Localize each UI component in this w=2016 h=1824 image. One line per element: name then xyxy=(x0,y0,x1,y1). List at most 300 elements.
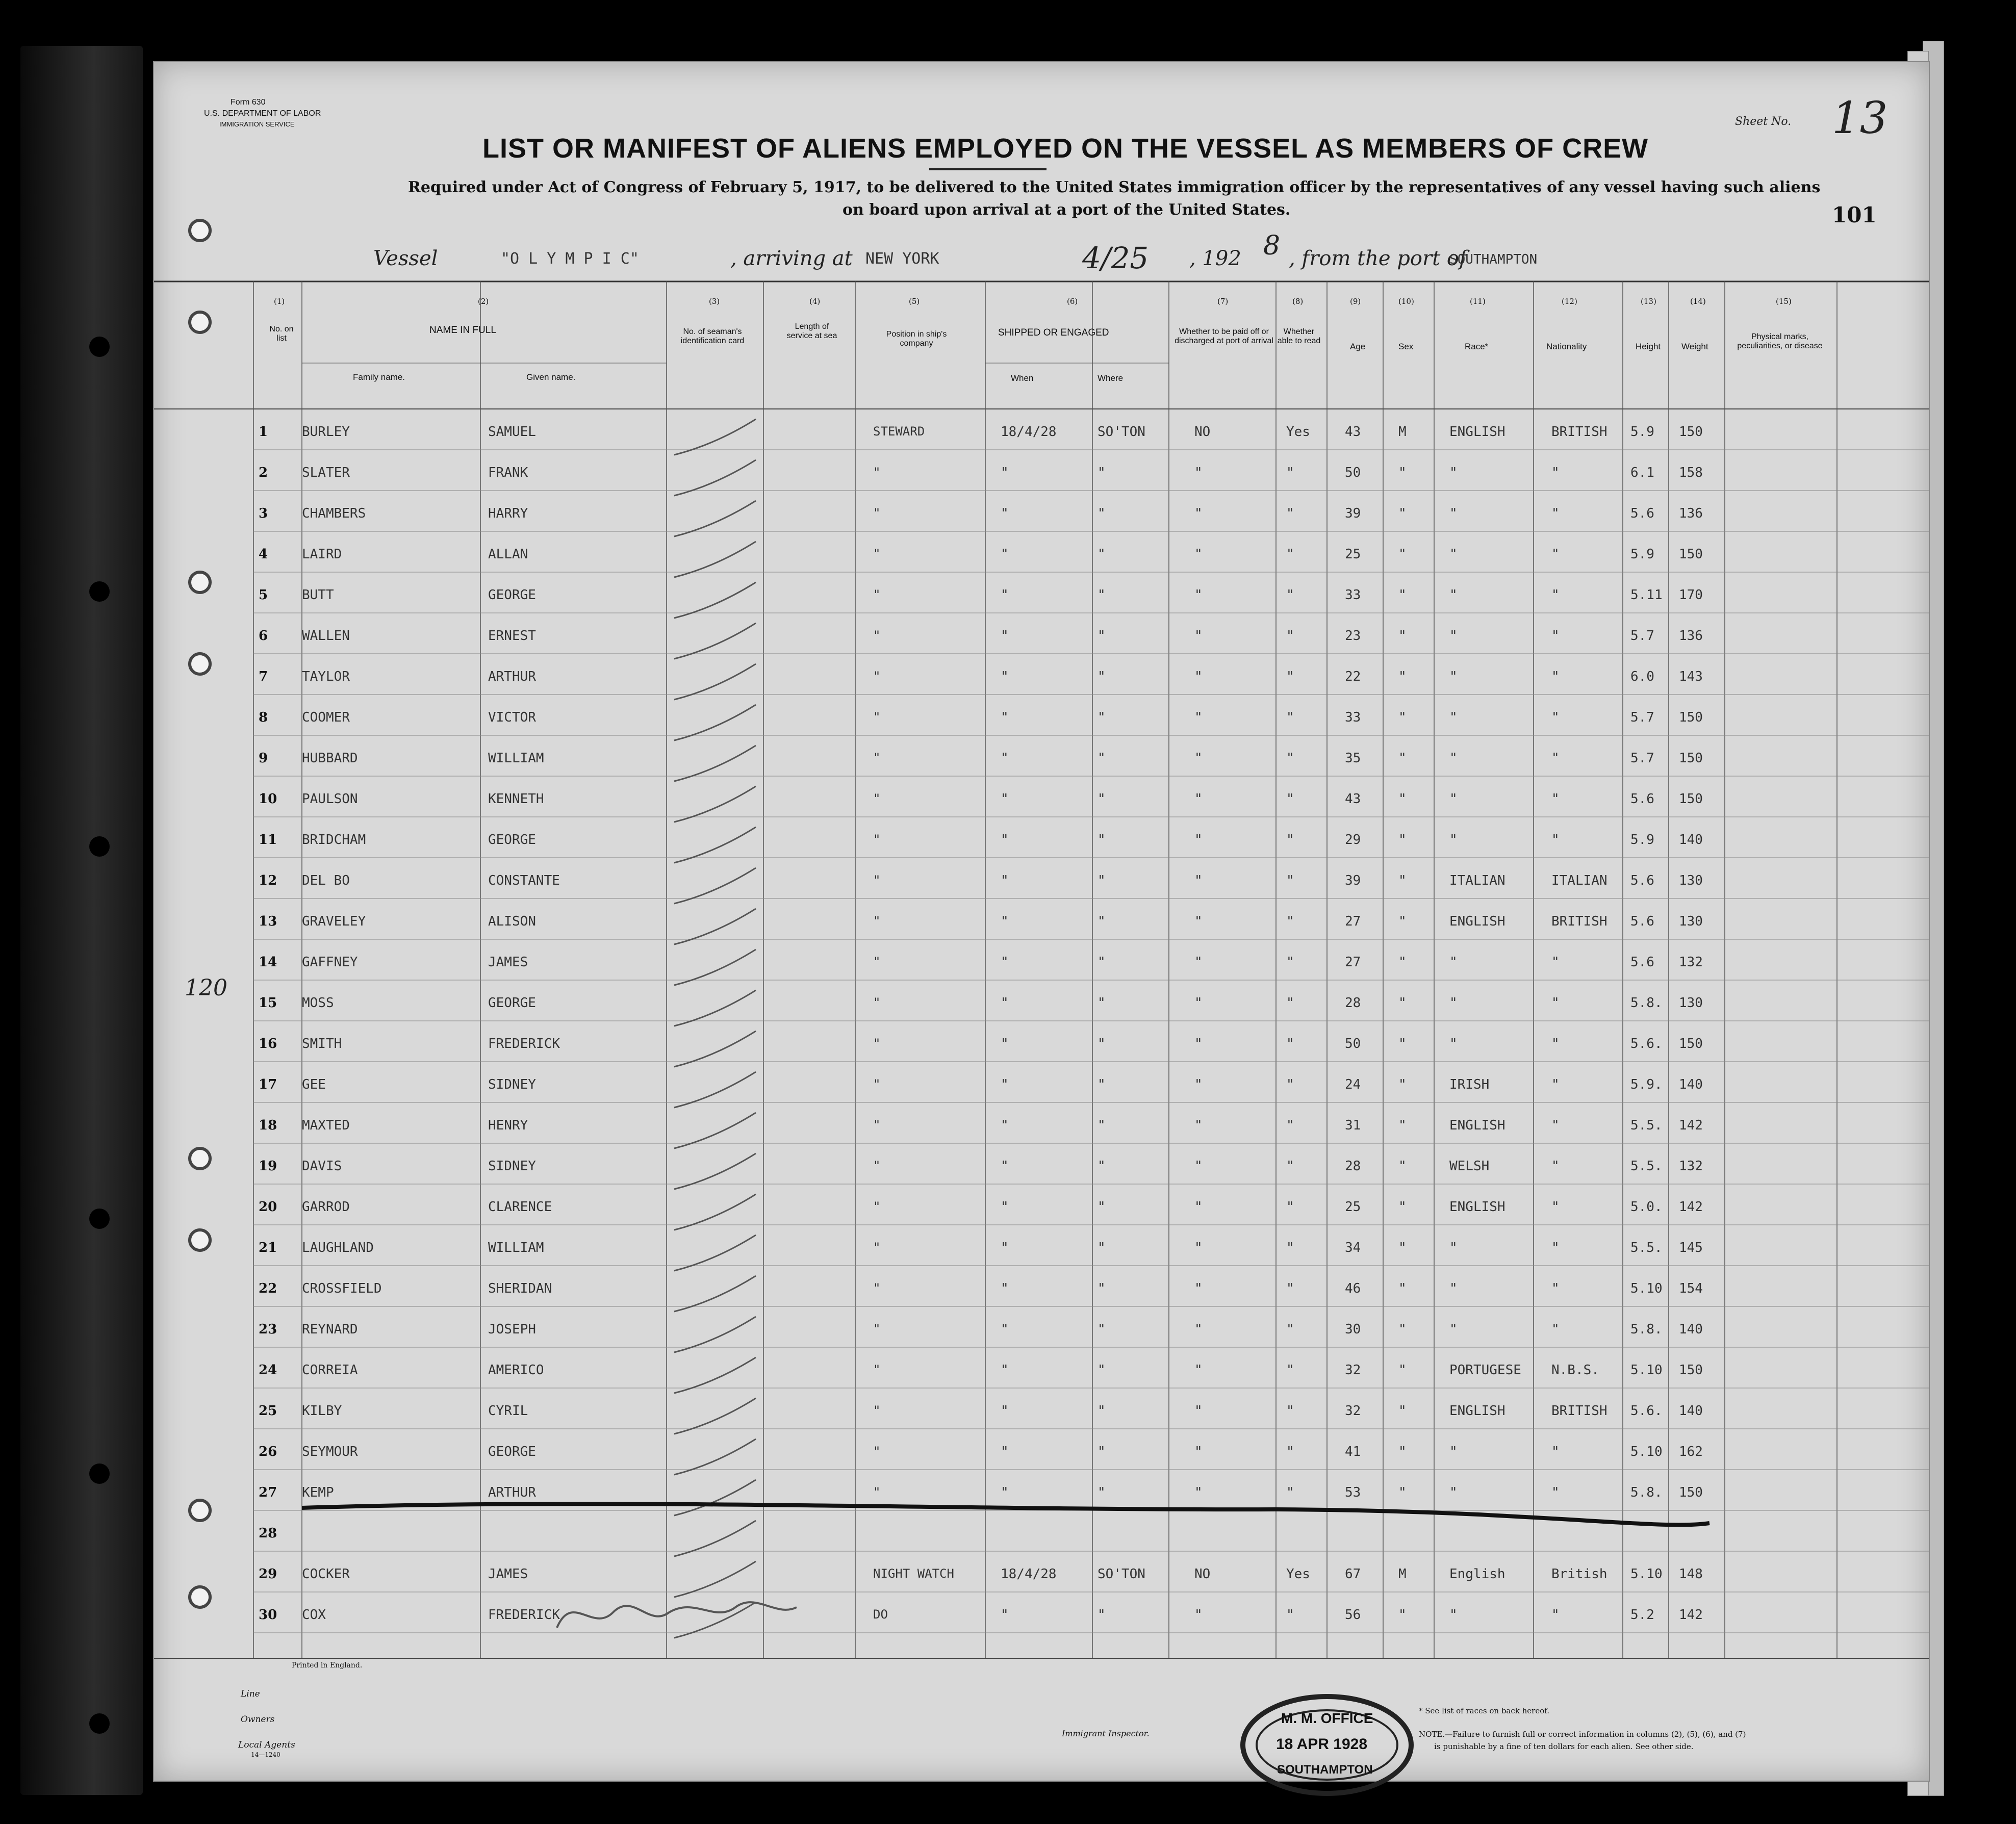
col-11-number: (11) xyxy=(1470,297,1486,306)
able-to-read: " xyxy=(1286,1036,1294,1051)
service: IMMIGRATION SERVICE xyxy=(219,120,295,128)
arriving-port: NEW YORK xyxy=(865,250,939,268)
shipped-when: " xyxy=(1001,710,1009,725)
position: " xyxy=(873,832,881,846)
weight: 170 xyxy=(1679,587,1703,603)
col-2-number: (2) xyxy=(478,297,489,306)
sex: " xyxy=(1398,587,1407,603)
shipped-where: " xyxy=(1098,1444,1106,1459)
col-5-number: (5) xyxy=(909,297,920,306)
given-name: VICTOR xyxy=(488,710,536,725)
height: 5.8. xyxy=(1630,995,1663,1011)
family-name: CROSSFIELD xyxy=(302,1281,382,1296)
binder-hole xyxy=(89,337,110,357)
weight: 130 xyxy=(1679,914,1703,929)
binder-hole xyxy=(89,1463,110,1484)
paid-off: " xyxy=(1194,1199,1203,1215)
family-name: GEE xyxy=(302,1077,326,1092)
given-name: CLARENCE xyxy=(488,1199,552,1215)
shipped-where: " xyxy=(1098,1322,1106,1337)
weight: 130 xyxy=(1679,873,1703,888)
shipped-when: " xyxy=(1001,1281,1009,1296)
shipped-where: " xyxy=(1098,628,1106,644)
col-6-number: (6) xyxy=(1067,297,1078,306)
age: 50 xyxy=(1345,465,1361,480)
punch-hole xyxy=(190,220,210,241)
sex: " xyxy=(1398,751,1407,766)
nationality: " xyxy=(1551,1485,1560,1500)
sex: " xyxy=(1398,1485,1407,1500)
weight: 140 xyxy=(1679,1322,1703,1337)
binder-hole xyxy=(89,836,110,857)
col-6-when: When xyxy=(1011,373,1034,383)
position: " xyxy=(873,1403,881,1418)
given-name: GEORGE xyxy=(488,587,536,603)
shipped-where: " xyxy=(1098,1607,1106,1623)
given-name: KENNETH xyxy=(488,791,544,807)
age: 53 xyxy=(1345,1485,1361,1500)
able-to-read: " xyxy=(1286,873,1294,888)
row-number: 13 xyxy=(259,914,277,929)
shipped-when: " xyxy=(1001,1199,1009,1215)
age: 35 xyxy=(1345,751,1361,766)
nationality: " xyxy=(1551,1322,1560,1337)
shipped-where: " xyxy=(1098,1077,1106,1092)
signature-scribble xyxy=(557,1602,797,1628)
col-3-number: (3) xyxy=(709,297,720,306)
paid-off: " xyxy=(1194,1159,1203,1174)
nationality: " xyxy=(1551,791,1560,807)
able-to-read: " xyxy=(1286,587,1294,603)
sex: " xyxy=(1398,873,1407,888)
col-7-number: (7) xyxy=(1217,297,1229,306)
sex: " xyxy=(1398,465,1407,480)
sex: " xyxy=(1398,506,1407,521)
sex: " xyxy=(1398,1281,1407,1296)
given-name: JAMES xyxy=(488,955,528,970)
shipped-when: " xyxy=(1001,1403,1009,1419)
able-to-read: " xyxy=(1286,1159,1294,1174)
able-to-read: " xyxy=(1286,914,1294,929)
sex: M xyxy=(1398,424,1407,440)
row-number: 12 xyxy=(259,873,277,888)
given-name: AMERICO xyxy=(488,1363,544,1378)
from-port: SOUTHAMPTON xyxy=(1449,252,1538,267)
able-to-read: " xyxy=(1286,465,1294,480)
shipped-when: " xyxy=(1001,1077,1009,1092)
weight: 130 xyxy=(1679,995,1703,1011)
shipped-where: " xyxy=(1098,955,1106,970)
col-1-label: No. on list xyxy=(269,325,294,343)
col-13-label: Height xyxy=(1636,342,1661,351)
shipped-where: " xyxy=(1098,1118,1106,1133)
race: " xyxy=(1449,1036,1458,1051)
nationality: " xyxy=(1551,955,1560,970)
punch-hole xyxy=(190,1500,210,1521)
nationality: British xyxy=(1551,1566,1607,1582)
shipped-where: SO'TON xyxy=(1098,1566,1145,1582)
year-digit: 8 xyxy=(1263,230,1281,261)
nationality: " xyxy=(1551,506,1560,521)
agents-code: 14—1240 xyxy=(251,1751,280,1758)
weight: 150 xyxy=(1679,547,1703,562)
able-to-read: " xyxy=(1286,1403,1294,1419)
sex: " xyxy=(1398,628,1407,644)
height: 5.6. xyxy=(1630,1036,1663,1051)
races-note: * See list of races on back hereof. xyxy=(1419,1706,1550,1715)
age: 39 xyxy=(1345,506,1361,521)
given-name: SHERIDAN xyxy=(488,1281,552,1296)
weight: 158 xyxy=(1679,465,1703,480)
age: 33 xyxy=(1345,587,1361,603)
position: NIGHT WATCH xyxy=(873,1566,954,1581)
family-name: COCKER xyxy=(302,1566,350,1582)
family-name: WALLEN xyxy=(302,628,350,644)
age: 34 xyxy=(1345,1240,1361,1255)
race: " xyxy=(1449,1485,1458,1500)
nationality: " xyxy=(1551,1159,1560,1174)
paid-off: NO xyxy=(1194,424,1211,440)
age: 67 xyxy=(1345,1566,1361,1582)
given-name: GEORGE xyxy=(488,995,536,1011)
sheet-label: Sheet No. xyxy=(1735,115,1792,128)
position: " xyxy=(873,1240,881,1254)
weight: 136 xyxy=(1679,628,1703,644)
position: " xyxy=(873,791,881,806)
family-name: COX xyxy=(302,1607,326,1623)
col-10-label: Sex xyxy=(1398,342,1414,351)
race: " xyxy=(1449,547,1458,562)
sex: " xyxy=(1398,1322,1407,1337)
family-name: TAYLOR xyxy=(302,669,350,684)
paid-off: " xyxy=(1194,1281,1203,1296)
weight: 150 xyxy=(1679,424,1703,440)
age: 28 xyxy=(1345,1159,1361,1174)
paid-off: " xyxy=(1194,1240,1203,1255)
shipped-where: " xyxy=(1098,1363,1106,1378)
age: 31 xyxy=(1345,1118,1361,1133)
shipped-when: " xyxy=(1001,587,1009,603)
nationality: " xyxy=(1551,587,1560,603)
paid-off: " xyxy=(1194,1118,1203,1133)
col-6-where: Where xyxy=(1098,373,1124,383)
nationality: " xyxy=(1551,547,1560,562)
height: 5.7 xyxy=(1630,710,1654,725)
age: 32 xyxy=(1345,1403,1361,1419)
given-name: GEORGE xyxy=(488,1444,536,1459)
shipped-when: " xyxy=(1001,914,1009,929)
paid-off: " xyxy=(1194,995,1203,1011)
shipped-when: " xyxy=(1001,628,1009,644)
position: " xyxy=(873,751,881,765)
sex: " xyxy=(1398,1077,1407,1092)
stamp-bottom-text: SOUTHAMPTON xyxy=(1277,1763,1373,1777)
race: PORTUGESE xyxy=(1449,1363,1521,1378)
paid-off: " xyxy=(1194,955,1203,970)
height: 5.5. xyxy=(1630,1240,1663,1255)
row-number: 14 xyxy=(259,955,277,970)
shipped-when: " xyxy=(1001,955,1009,970)
able-to-read: " xyxy=(1286,1118,1294,1133)
position: " xyxy=(873,628,881,643)
age: 24 xyxy=(1345,1077,1361,1092)
row-number: 28 xyxy=(259,1526,277,1541)
row-number: 27 xyxy=(259,1485,277,1500)
sex: " xyxy=(1398,1240,1407,1255)
row-number: 1 xyxy=(259,424,268,440)
subtitle-line-2: on board upon arrival at a port of the United States. xyxy=(843,201,1291,219)
position: " xyxy=(873,1444,881,1458)
paid-off: " xyxy=(1194,465,1203,480)
col-10-number: (10) xyxy=(1398,297,1414,306)
race: " xyxy=(1449,506,1458,521)
paid-off: " xyxy=(1194,710,1203,725)
shipped-where: " xyxy=(1098,832,1106,847)
nationality: " xyxy=(1551,1199,1560,1215)
row-number: 7 xyxy=(259,669,268,684)
paid-off: " xyxy=(1194,832,1203,847)
col-4-number: (4) xyxy=(809,297,821,306)
weight: 142 xyxy=(1679,1118,1703,1133)
age: 50 xyxy=(1345,1036,1361,1051)
race: " xyxy=(1449,1322,1458,1337)
height: 5.11 xyxy=(1630,587,1663,603)
col-9-label: Age xyxy=(1350,342,1366,351)
col-14-number: (14) xyxy=(1690,297,1706,306)
race: ENGLISH xyxy=(1449,424,1505,440)
age: 27 xyxy=(1345,955,1361,970)
col-4-label: Length of service at sea xyxy=(786,322,837,340)
col-3-label: No. of seaman's identification card xyxy=(680,327,745,345)
able-to-read: " xyxy=(1286,628,1294,644)
col-13-number: (13) xyxy=(1641,297,1656,306)
position: " xyxy=(873,914,881,928)
punch-hole xyxy=(190,1587,210,1607)
position: " xyxy=(873,547,881,561)
sex: " xyxy=(1398,1199,1407,1215)
family-name: SEYMOUR xyxy=(302,1444,358,1459)
height: 6.0 xyxy=(1630,669,1654,684)
line-label: Line xyxy=(241,1689,260,1699)
family-name: SMITH xyxy=(302,1036,342,1051)
position: STEWARD xyxy=(873,424,925,439)
age: 30 xyxy=(1345,1322,1361,1337)
height: 5.10 xyxy=(1630,1281,1663,1296)
given-name: CYRIL xyxy=(488,1403,528,1419)
family-name: BRIDCHAM xyxy=(302,832,366,847)
row-number: 5 xyxy=(259,587,268,603)
row-number: 8 xyxy=(259,710,268,725)
race: " xyxy=(1449,710,1458,725)
family-name: DEL BO xyxy=(302,873,350,888)
nationality: " xyxy=(1551,1118,1560,1133)
weight: 136 xyxy=(1679,506,1703,521)
shipped-where: " xyxy=(1098,547,1106,562)
col-2-family: Family name. xyxy=(353,372,405,382)
paid-off: " xyxy=(1194,1403,1203,1419)
weight: 140 xyxy=(1679,832,1703,847)
race: " xyxy=(1449,1281,1458,1296)
binder-hole xyxy=(89,1209,110,1229)
given-name: FREDERICK xyxy=(488,1036,560,1051)
weight: 132 xyxy=(1679,1159,1703,1174)
height: 5.6 xyxy=(1630,506,1654,521)
weight: 148 xyxy=(1679,1566,1703,1582)
height: 5.8. xyxy=(1630,1485,1663,1500)
sex: " xyxy=(1398,1607,1407,1623)
paid-off: " xyxy=(1194,628,1203,644)
family-name: GRAVELEY xyxy=(302,914,366,929)
paid-off: " xyxy=(1194,1036,1203,1051)
shipped-when: " xyxy=(1001,1159,1009,1174)
age: 41 xyxy=(1345,1444,1361,1459)
row-number: 21 xyxy=(259,1240,277,1255)
row-number: 17 xyxy=(259,1077,277,1092)
shipped-when: " xyxy=(1001,1444,1009,1459)
age: 29 xyxy=(1345,832,1361,847)
shipped-where: " xyxy=(1098,465,1106,480)
col-1-number: (1) xyxy=(274,297,285,306)
age: 22 xyxy=(1345,669,1361,684)
nationality: BRITISH xyxy=(1551,424,1607,440)
col-5-label: Position in ship's company xyxy=(886,330,947,348)
row-number: 6 xyxy=(259,628,268,644)
able-to-read: Yes xyxy=(1286,1566,1310,1582)
height: 5.5. xyxy=(1630,1159,1663,1174)
family-name: KEMP xyxy=(302,1485,334,1500)
position: " xyxy=(873,710,881,724)
year-label: , 192 xyxy=(1189,247,1241,270)
punch-hole xyxy=(190,654,210,674)
race: English xyxy=(1449,1566,1505,1582)
manifest-title: LIST OR MANIFEST OF ALIENS EMPLOYED ON THE VESSEL AS MEMBERS OF CREW xyxy=(482,133,1649,164)
weight: 140 xyxy=(1679,1077,1703,1092)
paid-off: NO xyxy=(1194,1566,1211,1582)
age: 39 xyxy=(1345,873,1361,888)
race: " xyxy=(1449,628,1458,644)
family-name: GARROD xyxy=(302,1199,350,1215)
given-name: SAMUEL xyxy=(488,424,536,440)
given-name: ALISON xyxy=(488,914,536,929)
arriving-label: , arriving at xyxy=(730,247,853,270)
sheet-number: 13 xyxy=(1832,93,1888,144)
sex: " xyxy=(1398,1403,1407,1419)
row-number: 19 xyxy=(259,1159,277,1174)
nationality: " xyxy=(1551,995,1560,1011)
binder-hole xyxy=(89,1713,110,1734)
row-number: 9 xyxy=(259,751,268,766)
margin-note: 120 xyxy=(185,975,227,1001)
nationality: " xyxy=(1551,628,1560,644)
height: 5.6 xyxy=(1630,873,1654,888)
paid-off: " xyxy=(1194,669,1203,684)
given-name: WILLIAM xyxy=(488,751,544,766)
shipped-where: " xyxy=(1098,914,1106,929)
punch-hole xyxy=(190,572,210,593)
age: 23 xyxy=(1345,628,1361,644)
position: " xyxy=(873,506,881,520)
family-name: PAULSON xyxy=(302,791,358,807)
given-name: ALLAN xyxy=(488,547,528,562)
row-number: 25 xyxy=(259,1403,277,1419)
shipped-when: " xyxy=(1001,1240,1009,1255)
form-number: Form 630 xyxy=(231,98,266,107)
shipped-when: " xyxy=(1001,791,1009,807)
given-name: HARRY xyxy=(488,506,528,521)
height: 5.9 xyxy=(1630,547,1654,562)
height: 5.9 xyxy=(1630,424,1654,440)
given-name: JAMES xyxy=(488,1566,528,1582)
col-7-label: Whether to be paid off or discharged at port of arrival xyxy=(1175,327,1273,345)
nationality: " xyxy=(1551,1077,1560,1092)
row-number: 23 xyxy=(259,1322,277,1337)
family-name: SLATER xyxy=(302,465,350,480)
sex: " xyxy=(1398,832,1407,847)
row-number: 4 xyxy=(259,547,268,562)
punch-hole xyxy=(190,1148,210,1169)
paid-off: " xyxy=(1194,1607,1203,1623)
age: 43 xyxy=(1345,424,1361,440)
col-12-label: Nationality xyxy=(1546,342,1587,351)
sex: " xyxy=(1398,1118,1407,1133)
shipped-where: " xyxy=(1098,873,1106,888)
able-to-read: " xyxy=(1286,1607,1294,1623)
weight: 150 xyxy=(1679,710,1703,725)
shipped-when: " xyxy=(1001,465,1009,480)
position: " xyxy=(873,1118,881,1132)
paid-off: " xyxy=(1194,1363,1203,1378)
paid-off: " xyxy=(1194,873,1203,888)
sex: " xyxy=(1398,995,1407,1011)
weight: 150 xyxy=(1679,751,1703,766)
col-6-label: SHIPPED OR ENGAGED xyxy=(998,327,1109,338)
able-to-read: " xyxy=(1286,955,1294,970)
position: " xyxy=(873,1281,881,1295)
age: 25 xyxy=(1345,547,1361,562)
vessel-name: "O L Y M P I C" xyxy=(501,250,639,268)
race: ENGLISH xyxy=(1449,914,1505,929)
department: U.S. DEPARTMENT OF LABOR xyxy=(204,109,321,118)
position: " xyxy=(873,995,881,1010)
able-to-read: " xyxy=(1286,751,1294,766)
given-name: HENRY xyxy=(488,1118,528,1133)
family-name: GAFFNEY xyxy=(302,955,358,970)
shipped-where: " xyxy=(1098,1403,1106,1419)
age: 25 xyxy=(1345,1199,1361,1215)
row-number: 10 xyxy=(259,791,277,807)
race: ITALIAN xyxy=(1449,873,1505,888)
race: " xyxy=(1449,995,1458,1011)
title-rule xyxy=(929,168,1047,170)
family-name: KILBY xyxy=(302,1403,342,1419)
row-number: 11 xyxy=(259,832,277,847)
agents-label: Local Agents xyxy=(238,1740,295,1750)
race: " xyxy=(1449,669,1458,684)
height: 5.10 xyxy=(1630,1444,1663,1459)
sex: " xyxy=(1398,791,1407,807)
able-to-read: " xyxy=(1286,995,1294,1011)
shipped-when: " xyxy=(1001,1485,1009,1500)
weight: 142 xyxy=(1679,1607,1703,1623)
able-to-read: " xyxy=(1286,1363,1294,1378)
able-to-read: " xyxy=(1286,547,1294,562)
owners-label: Owners xyxy=(241,1714,275,1725)
vessel-label: Vessel xyxy=(373,247,438,270)
weight: 162 xyxy=(1679,1444,1703,1459)
position: " xyxy=(873,1159,881,1173)
shipped-when: " xyxy=(1001,1322,1009,1337)
race: " xyxy=(1449,751,1458,766)
